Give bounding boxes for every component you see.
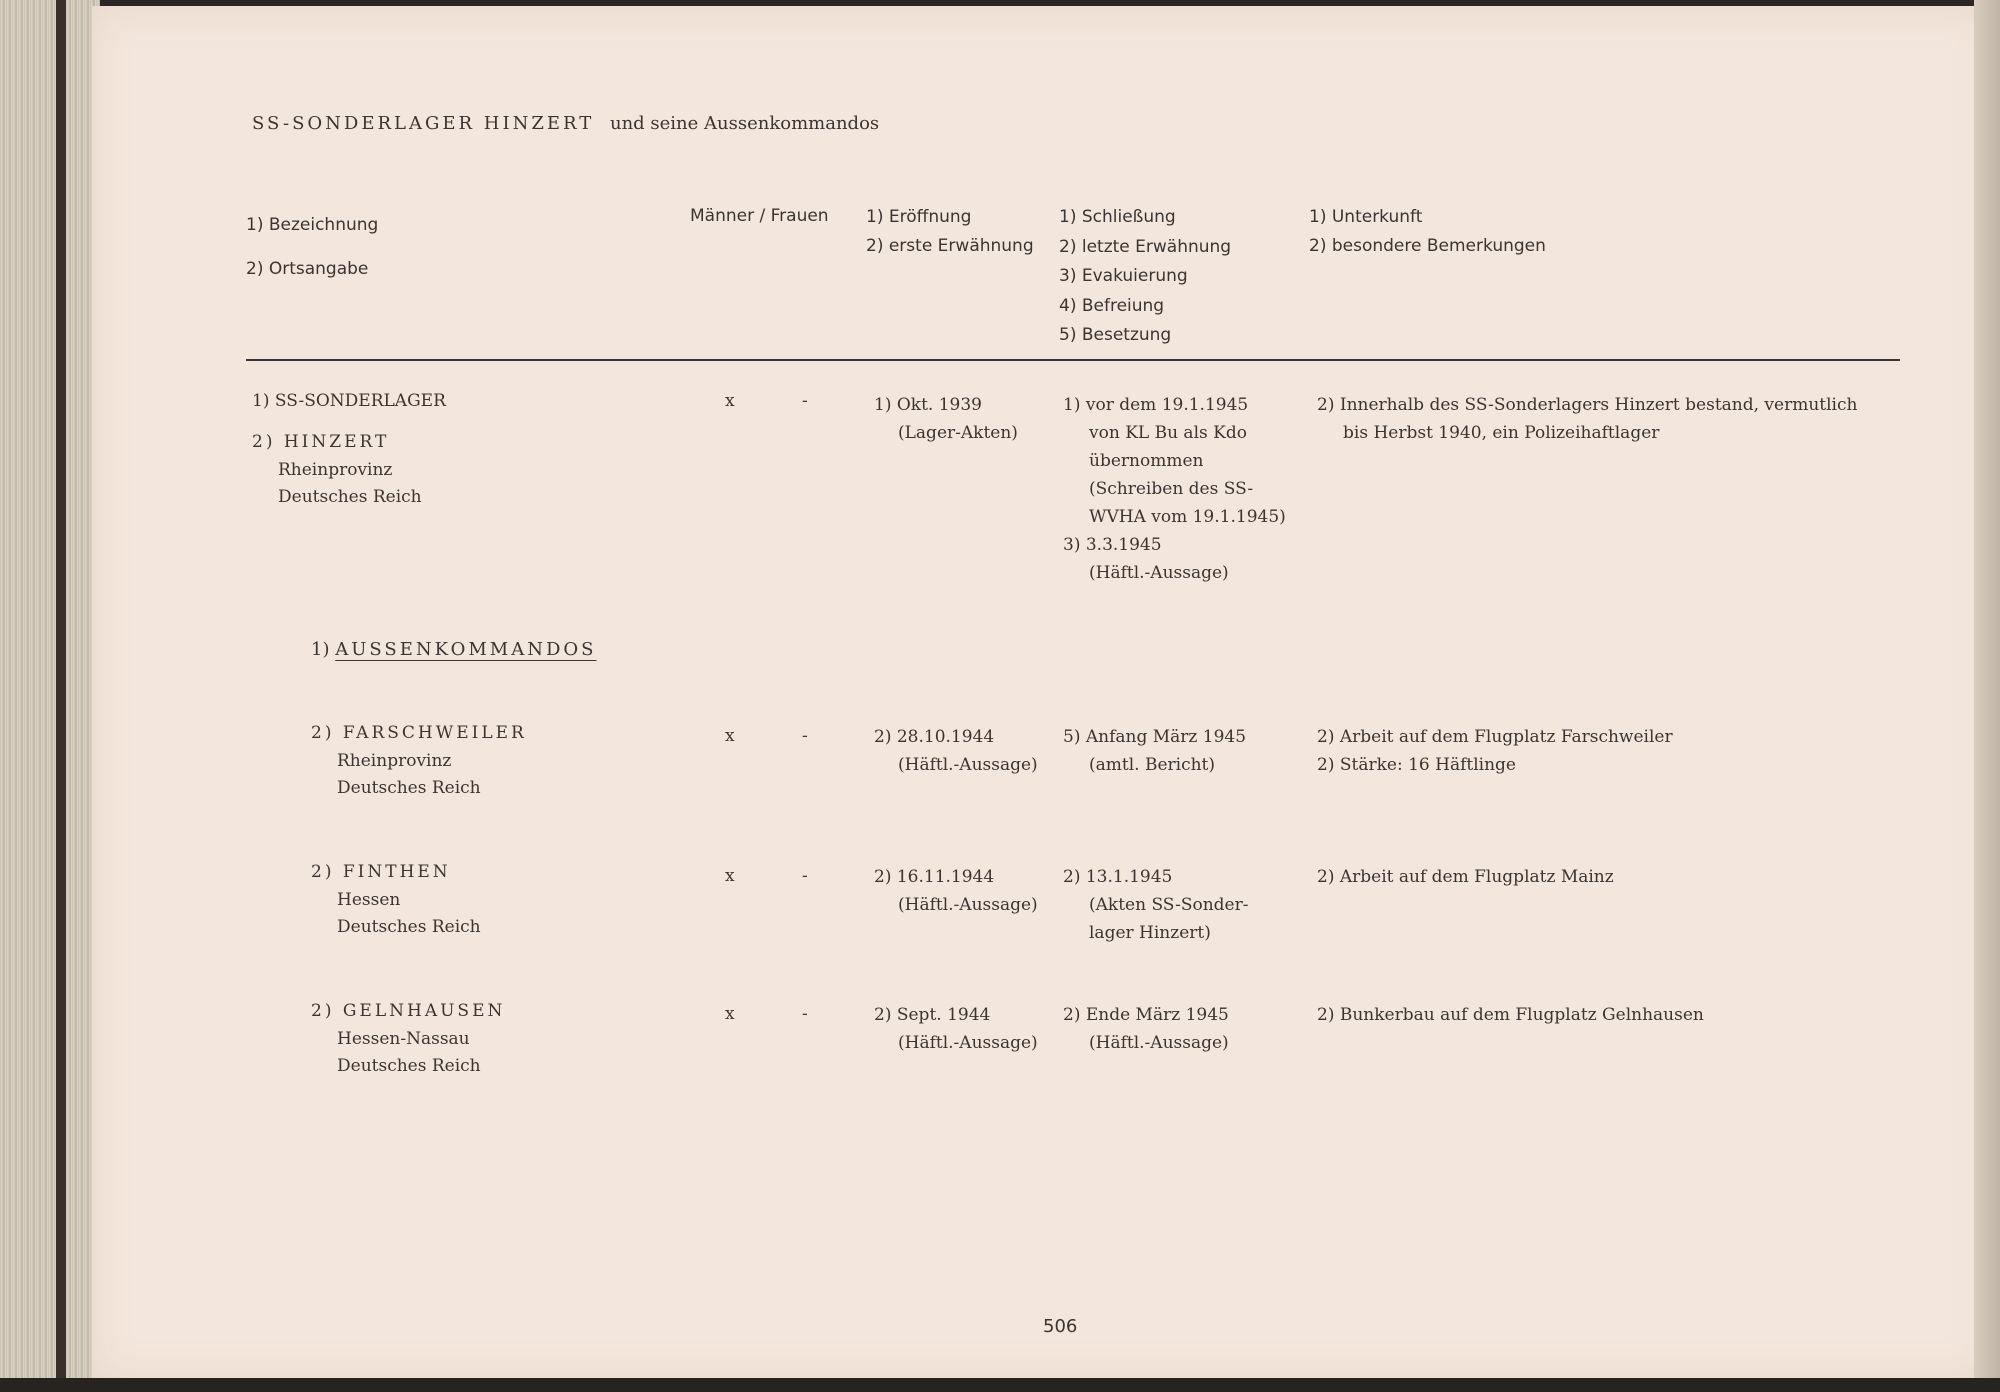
- header-evakuierung: 3) Evakuierung: [1059, 266, 1188, 286]
- table-row-finthen-remarks: 2) Arbeit auf dem Flugplatz Mainz: [1317, 867, 1614, 887]
- section-heading-aussenkommandos: [311, 636, 596, 664]
- main-entry-country: Deutsches Reich: [278, 487, 422, 507]
- scan-bottom-edge: [0, 1378, 2000, 1392]
- header-letzte-erwaehnung: 2) letzte Erwähnung: [1059, 236, 1232, 257]
- main-entry-place-name: 2) HINZERT: [252, 432, 390, 452]
- table-row-gelnhausen-men: x: [725, 1004, 735, 1024]
- table-row-finthen-women: -: [802, 866, 808, 886]
- table-row-finthen-men: x: [725, 866, 735, 886]
- main-entry-remarks: 2) Innerhalb des SS-Sonderlagers Hinzert bestand, vermutlich bis Herbst 1940, ein Polizeihaftlager: [1317, 395, 1858, 443]
- table-row-gelnhausen-place: 2) GELNHAUSEN Hessen-Nassau Deutsches Reich: [311, 1001, 506, 1076]
- table-row-gelnhausen-remarks: 2) Bunkerbau auf dem Flugplatz Gelnhausen: [1317, 1005, 1704, 1025]
- table-row-farschweiler-opening: 2) 28.10.1944 (Häftl.-Aussage): [874, 727, 1038, 775]
- table-row-farschweiler-closing: 5) Anfang März 1945 (amtl. Bericht): [1063, 727, 1247, 775]
- page-right-edge: [1974, 0, 2000, 1392]
- main-entry-men: x: [725, 391, 735, 411]
- table-row-farschweiler-women: -: [802, 726, 808, 746]
- book-page-edges: [0, 0, 100, 1392]
- header-col-unterkunft: [1309, 203, 1546, 261]
- main-entry-name: 1) SS-SONDERLAGER: [252, 391, 446, 411]
- main-entry-place: [252, 429, 422, 512]
- table-row-farschweiler-remarks: 2) Arbeit auf dem Flugplatz Farschweiler 2) Stärke: 16 Häftlinge: [1317, 727, 1673, 775]
- table-row-gelnhausen-closing: 2) Ende März 1945 (Häftl.-Aussage): [1063, 1005, 1229, 1053]
- header-rule: [246, 359, 1900, 361]
- book-spine: [56, 0, 66, 1392]
- title-sub: und seine Aussenkommandos: [609, 113, 880, 134]
- header-col-bezeichnung: [246, 203, 378, 291]
- main-entry-opening: 1) Okt. 1939 (Lager-Akten): [874, 395, 1018, 443]
- header-unterkunft: 1) Unterkunft: [1309, 207, 1423, 227]
- main-entry-women: -: [802, 391, 808, 411]
- header-col-eroeffnung: [866, 203, 1034, 261]
- table-row-farschweiler-men: x: [725, 726, 735, 746]
- header-bezeichnung: 1) Bezeichnung: [246, 215, 379, 235]
- header-col-schliessung: [1059, 203, 1231, 351]
- table-row-gelnhausen-women: -: [802, 1004, 808, 1024]
- table-row-finthen-opening: 2) 16.11.1944 (Häftl.-Aussage): [874, 867, 1038, 915]
- page-number: 506: [1043, 1316, 1078, 1337]
- header-befreiung: 4) Befreiung: [1059, 295, 1165, 316]
- section-heading-label: AUSSENKOMMANDOS: [335, 639, 597, 660]
- header-eroeffnung: 1) Eröffnung: [866, 207, 972, 227]
- main-entry-closing: 1) vor dem 19.1.1945 von KL Bu als Kdo übernommen (Schreiben des SS- WVHA vom 19.1.1945) 3) 3.3.1945 (Häftl.-Aussage): [1063, 395, 1286, 583]
- header-besetzung: 5) Besetzung: [1059, 325, 1172, 345]
- title-main: SS-SONDERLAGER HINZERT: [252, 113, 595, 134]
- header-maenner-frauen: Männer / Frauen: [690, 206, 829, 226]
- header-besondere-bemerkungen: 2) besondere Bemerkungen: [1309, 236, 1546, 256]
- page-title: [252, 110, 879, 138]
- main-entry-region: Rheinprovinz: [278, 459, 393, 480]
- table-row-gelnhausen-opening: 2) Sept. 1944 (Häftl.-Aussage): [874, 1005, 1038, 1053]
- header-ortsangabe: 2) Ortsangabe: [246, 259, 369, 279]
- section-heading-prefix: 1): [311, 639, 330, 660]
- table-row-finthen-place: 2) FINTHEN Hessen Deutsches Reich: [311, 862, 481, 937]
- header-schliessung: 1) Schließung: [1059, 207, 1176, 227]
- header-erste-erwaehnung: 2) erste Erwähnung: [866, 236, 1034, 256]
- table-row-farschweiler-place: 2) FARSCHWEILER Rheinprovinz Deutsches Reich: [311, 723, 527, 798]
- table-row-finthen-closing: 2) 13.1.1945 (Akten SS-Sonder- lager Hinzert): [1063, 867, 1249, 943]
